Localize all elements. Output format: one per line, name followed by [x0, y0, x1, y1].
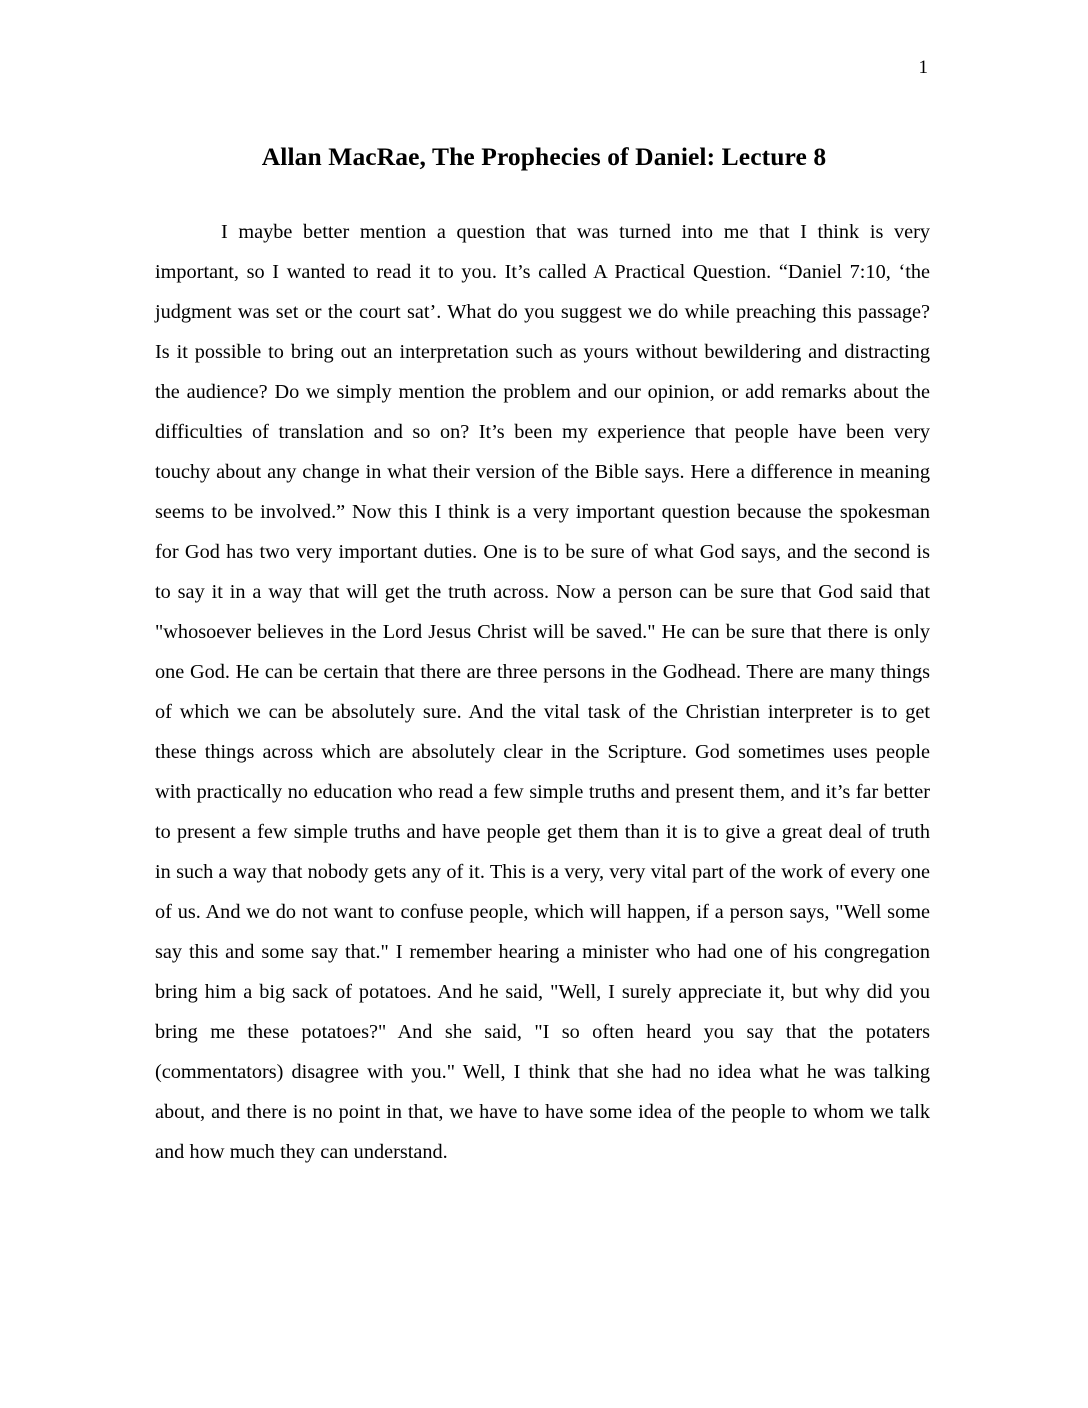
document-body	[155, 212, 930, 1172]
body-paragraph: I maybe better mention a question that was turned into me that I think is very important, so I wanted to read it to you. It’s called A Practical Question. “Daniel 7:10, ‘the judgment was set or the court sat’. What do you suggest we do while preaching this passage? Is it possible to bring out an interpretation such as yours without bewildering and distracting the audience? Do we simply mention the problem and our opinion, or add remarks about the difficulties of translation and so on? It’s been my experience that people have been very touchy about any change in what their version of the Bible says. Here a difference in meaning seems to be involved.” Now this I think is a very important question because the spokesman for God has two very important duties. One is to be sure of what God says, and the second is to say it in a way that will get the truth across. Now a person can be sure that God said that "whosoever believes in the Lord Jesus Christ will be saved." He can be sure that there is only one God. He can be certain that there are three persons in the Godhead. There are many things of which we can be absolutely sure. And the vital task of the Christian interpreter is to get these things across which are absolutely clear in the Scripture. God sometimes uses people with practically no education who read a few simple truths and present them, and it’s far better to present a few simple truths and have people get them than it is to give a great deal of truth in such a way that nobody gets any of it. This is a very, very vital part of the work of every one of us. And we do not want to confuse people, which will happen, if a person says, "Well some say this and some say that." I remember hearing a minister who had one of his congregation bring him a big sack of potatoes. And he said, "Well, I surely appreciate it, but why did you bring me these potatoes?" And she said, "I so often heard you say that the potaters (commentators) disagree with you." Well, I think that she had no idea what he was talking about, and there is no point in that, we have to have some idea of the people to whom we talk and how much they can understand.	[155, 221, 930, 1163]
page-title: Allan MacRae, The Prophecies of Daniel: Lecture 8	[261, 142, 827, 172]
page-number: 1	[918, 57, 928, 78]
